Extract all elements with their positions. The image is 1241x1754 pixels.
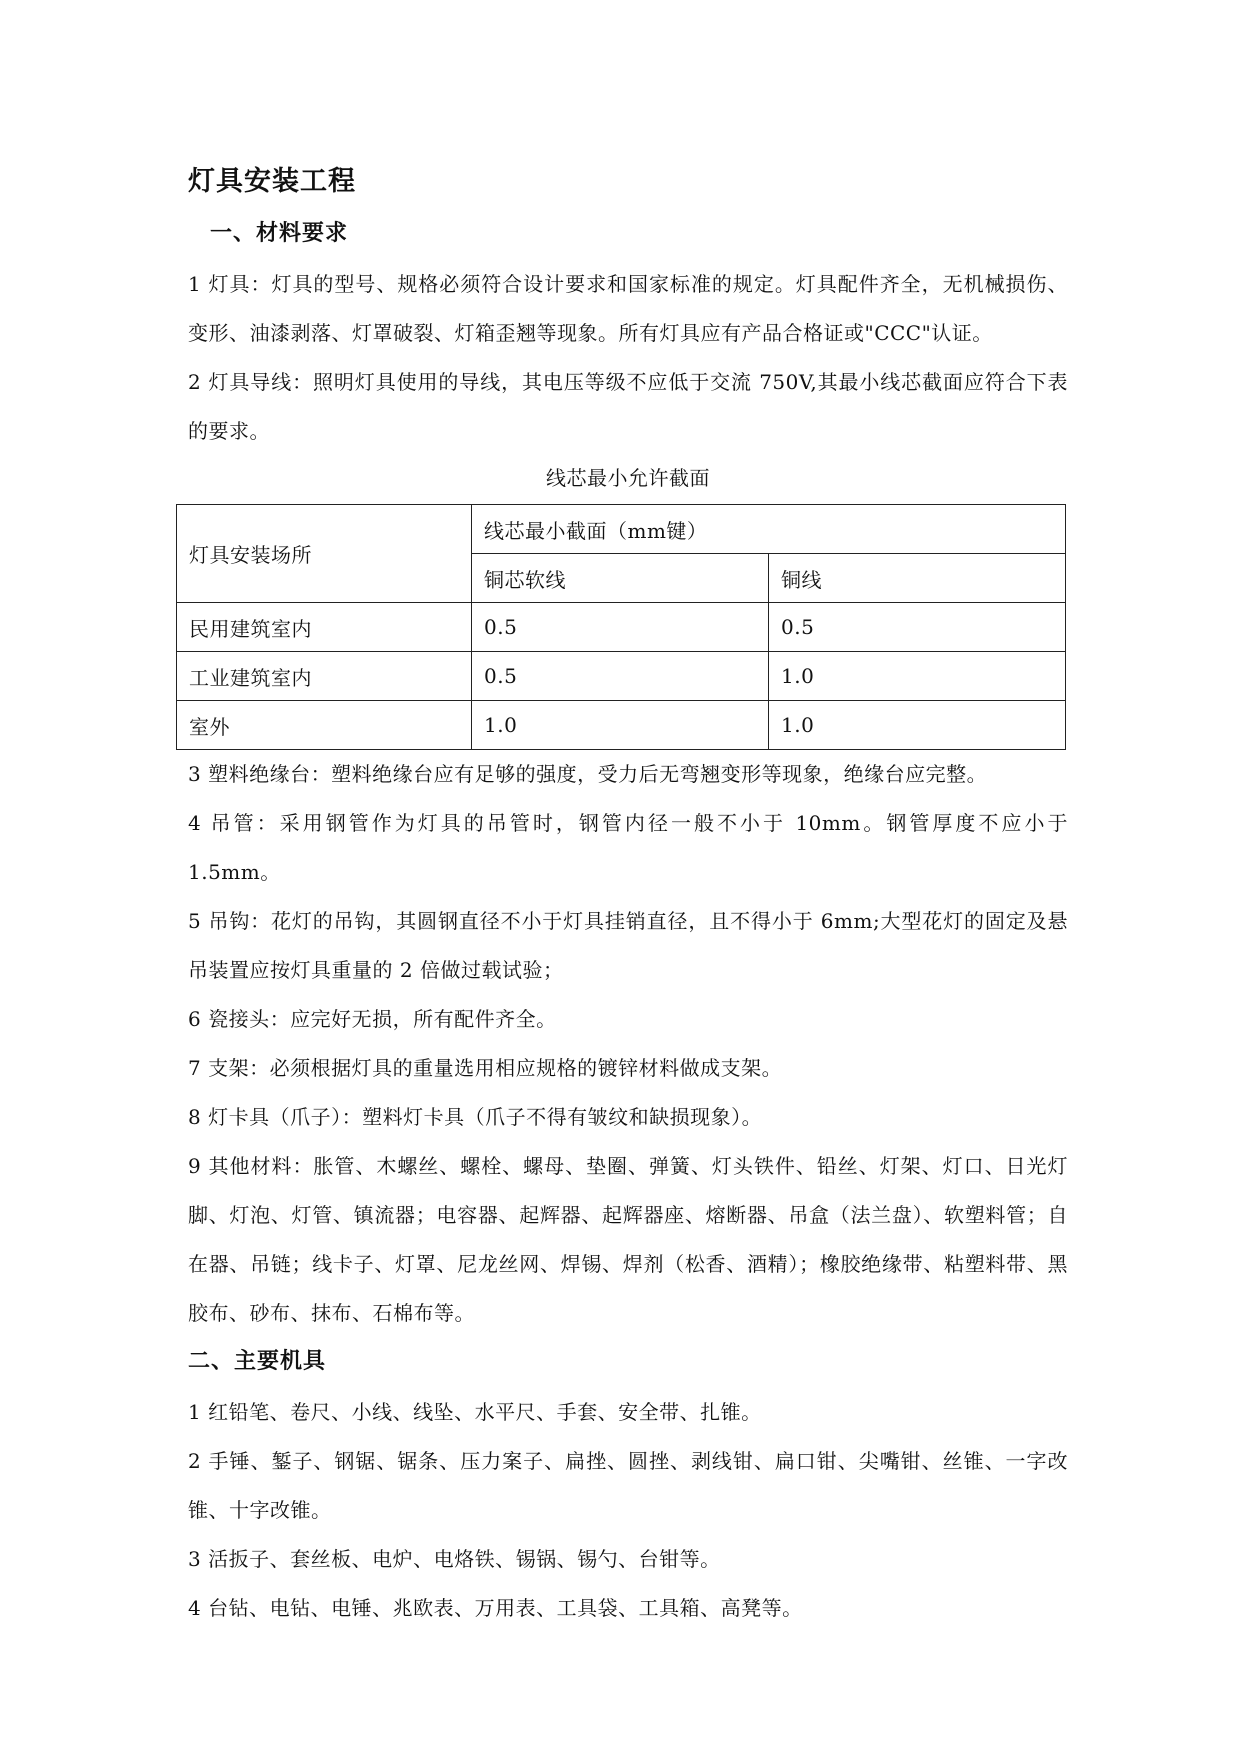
cell-copper: 1.0 <box>769 652 1066 701</box>
section-heading-materials: 一、材料要求 <box>210 221 349 246</box>
cell-soft: 0.5 <box>472 603 769 652</box>
cell-copper: 1.0 <box>769 701 1066 750</box>
paragraph-tools-4: 4 台钻、电钻、电锤、兆欧表、万用表、工具袋、工具箱、高凳等。 <box>188 1596 803 1620</box>
header-min-section: 线芯最小截面（mm键） <box>472 505 1066 554</box>
paragraph-hook: 5 吊钩：花灯的吊钩，其圆钢直径不小于灯具挂销直径，且不得小于 6mm;大型花灯的固定及悬吊装置应按灯具重量的 2 倍做过载试验； <box>188 909 1068 982</box>
table-caption: 线芯最小允许截面 <box>546 466 710 490</box>
header-copper: 铜线 <box>769 554 1066 603</box>
cell-soft: 0.5 <box>472 652 769 701</box>
cell-place: 工业建筑室内 <box>177 652 472 701</box>
paragraph-hanging-pipe: 4 吊管：采用钢管作为灯具的吊管时，钢管内径一般不小于 10mm。钢管厚度不应小于 1.5mm。 <box>188 811 1068 884</box>
paragraph-lamp-wires: 2 灯具导线：照明灯具使用的导线，其电压等级不应低于交流 750V,其最小线芯截面应符合下表的要求。 <box>188 370 1068 443</box>
wire-section-table <box>176 504 1066 750</box>
cell-copper: 0.5 <box>769 603 1066 652</box>
document-title: 灯具安装工程 <box>188 166 356 197</box>
paragraph-insulation-base: 3 塑料绝缘台：塑料绝缘台应有足够的强度，受力后无弯翘变形等现象，绝缘台应完整。 <box>188 762 988 786</box>
paragraph-tools-2: 2 手锤、錾子、钢锯、锯条、压力案子、扁挫、圆挫、剥线钳、扁口钳、尖嘴钳、丝锥、一字改锥、十字改锥。 <box>188 1449 1068 1522</box>
paragraph-lamps: 1 灯具：灯具的型号、规格必须符合设计要求和国家标准的规定。灯具配件齐全，无机械损伤、变形、油漆剥落、灯罩破裂、灯箱歪翘等现象。所有灯具应有产品合格证或"CCC"认证。 <box>188 272 1068 345</box>
cell-place: 室外 <box>177 701 472 750</box>
paragraph-porcelain-connector: 6 瓷接头：应完好无损，所有配件齐全。 <box>188 1007 557 1031</box>
cell-soft: 1.0 <box>472 701 769 750</box>
paragraph-bracket: 7 支架：必须根据灯具的重量选用相应规格的镀锌材料做成支架。 <box>188 1056 783 1080</box>
table-row <box>177 701 1066 750</box>
document-page <box>188 160 1068 1633</box>
cell-place: 民用建筑室内 <box>177 603 472 652</box>
table-row <box>177 652 1066 701</box>
header-soft-copper: 铜芯软线 <box>472 554 769 603</box>
paragraph-other-materials: 9 其他材料：胀管、木螺丝、螺栓、螺母、垫圈、弹簧、灯头铁件、铅丝、灯架、灯口、日光灯脚、灯泡、灯管、镇流器；电容器、起辉器、起辉器座、熔断器、吊盒（法兰盘）、软塑料管；自在器、吊链；线卡子、灯罩、尼龙丝网、焊锡、焊剂（松香、酒精）；橡胶绝缘带、粘塑料带、黑胶布、砂布、抹布、石棉布等。 <box>188 1154 1068 1325</box>
paragraph-tools-3: 3 活扳子、套丝板、电炉、电烙铁、锡锅、锡勺、台钳等。 <box>188 1547 721 1571</box>
paragraph-lamp-clip: 8 灯卡具（爪子）：塑料灯卡具（爪子不得有皱纹和缺损现象）。 <box>188 1105 763 1129</box>
table-row <box>177 603 1066 652</box>
paragraph-tools-1: 1 红铅笔、卷尺、小线、线坠、水平尺、手套、安全带、扎锥。 <box>188 1400 762 1424</box>
section-heading-tools: 二、主要机具 <box>188 1349 327 1374</box>
table-header-row <box>177 505 1066 554</box>
header-install-place: 灯具安装场所 <box>177 505 472 603</box>
